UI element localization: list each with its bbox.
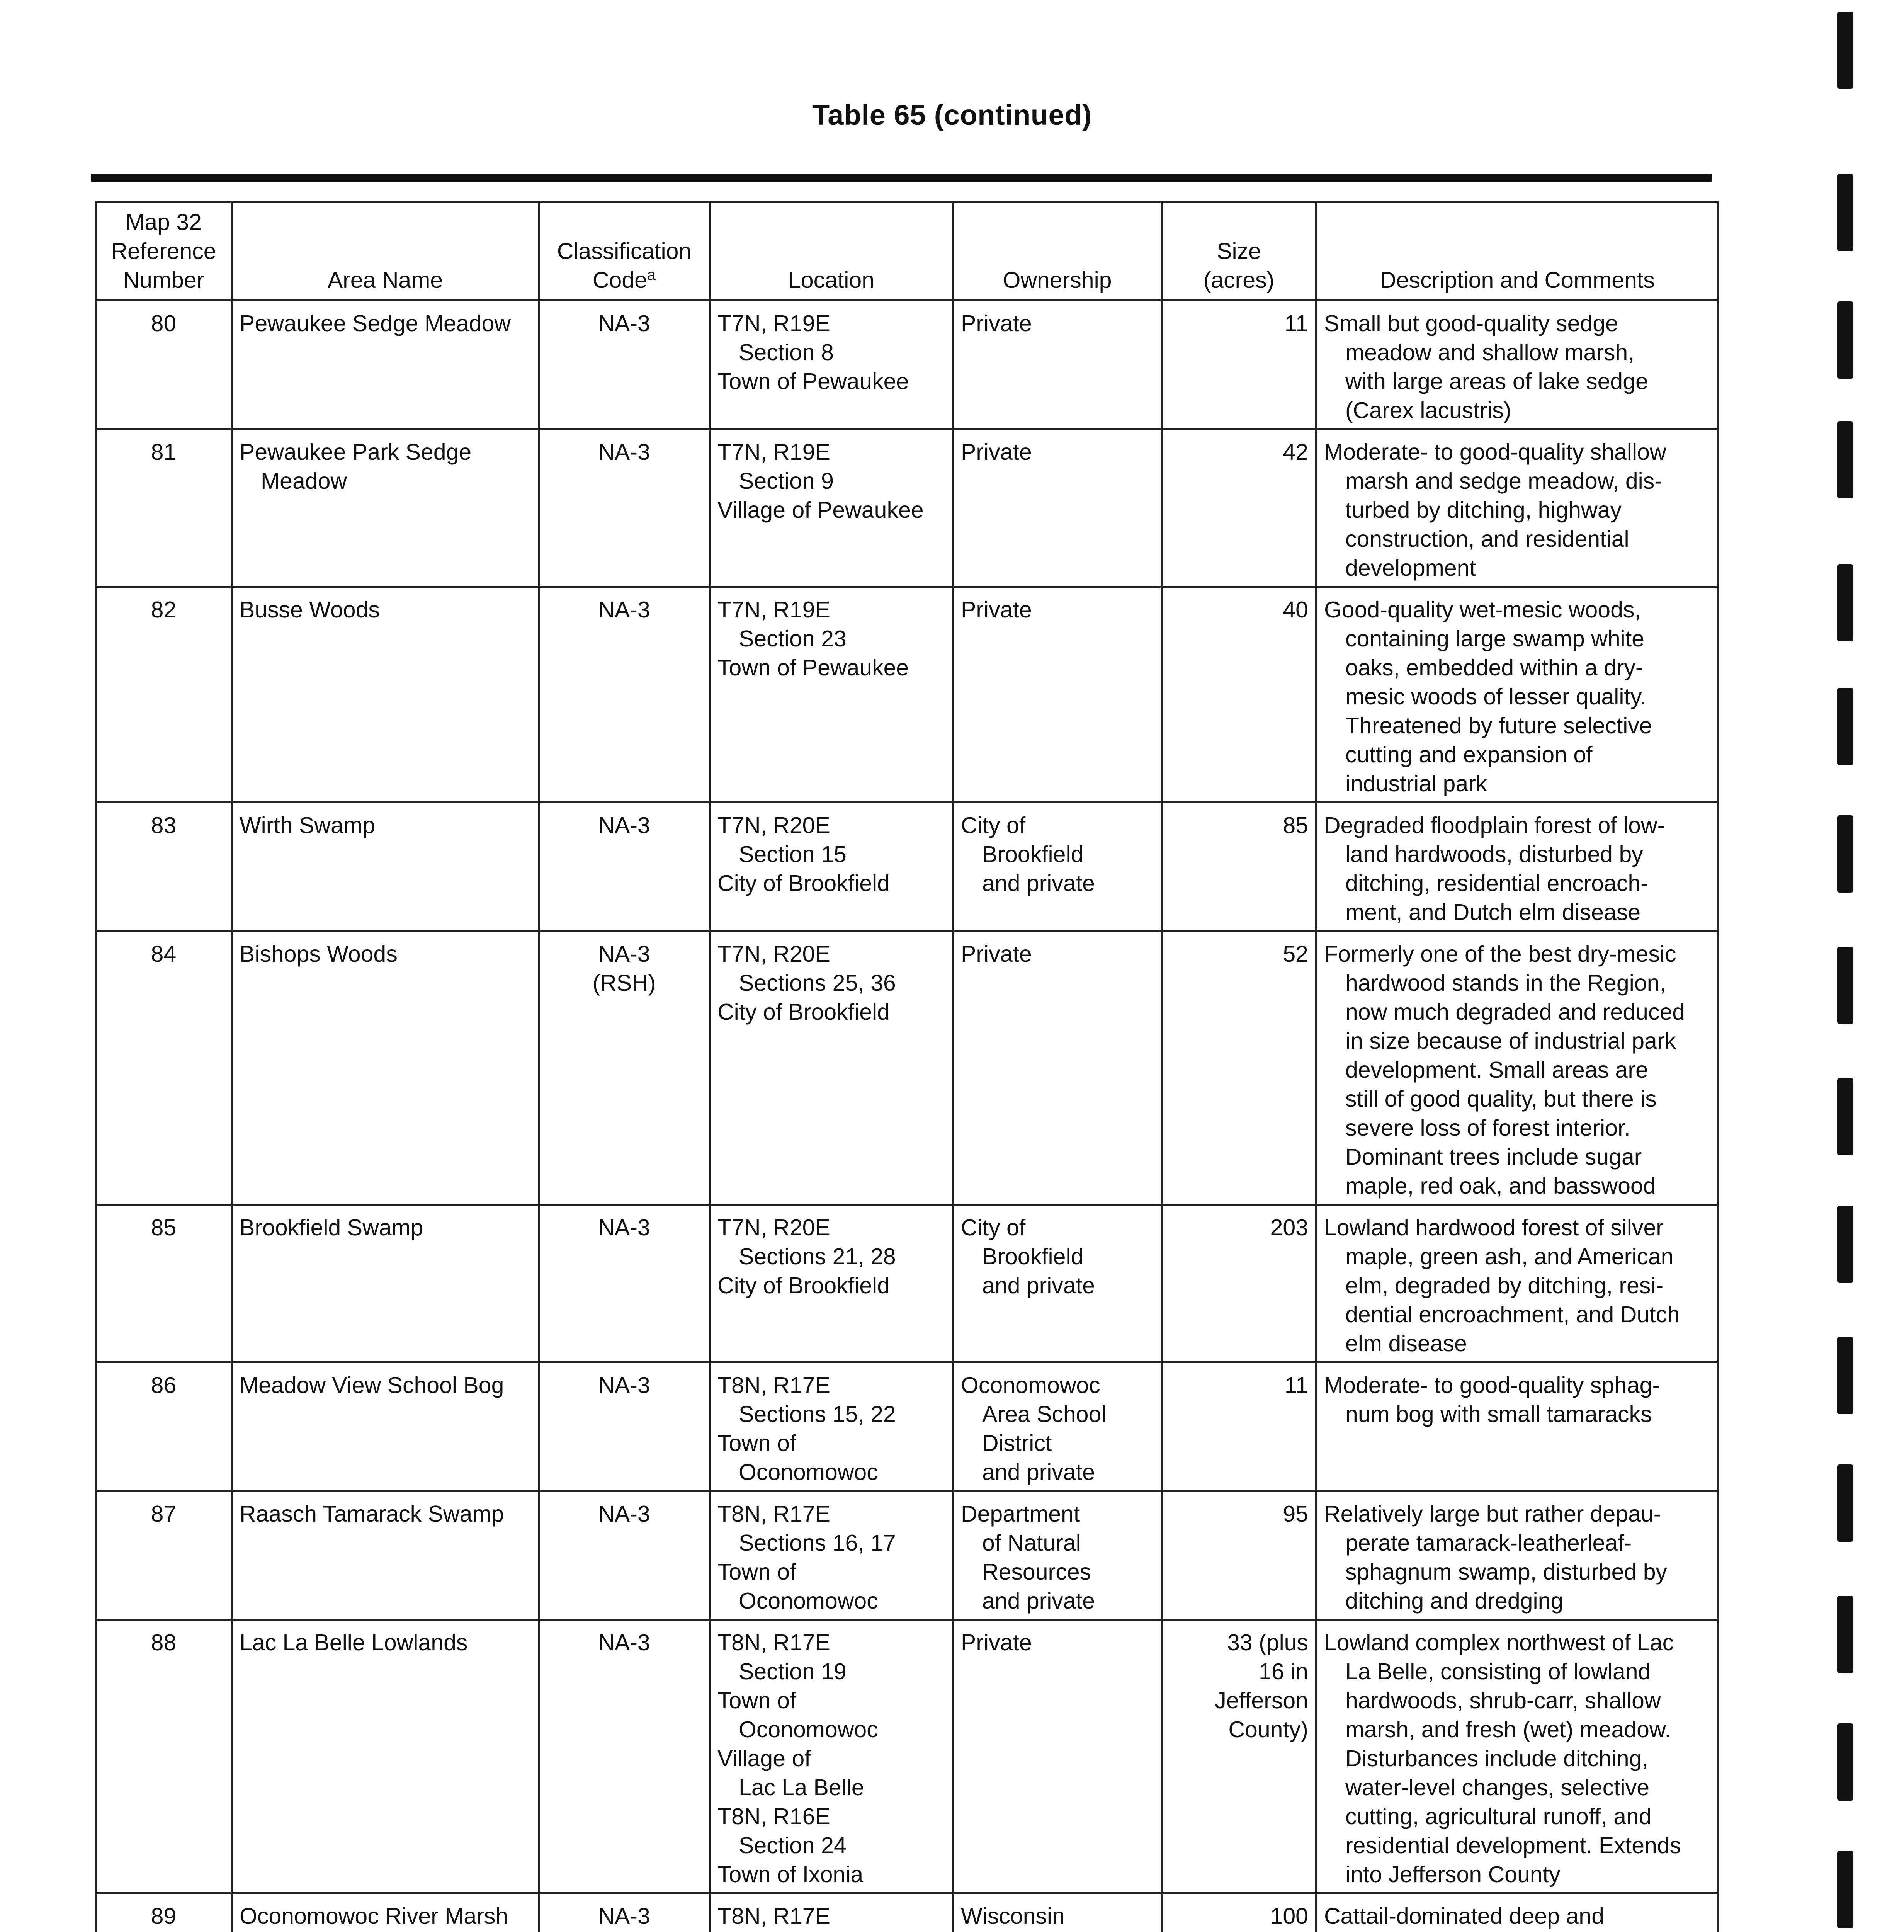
cell-area-name: Brookfield Swamp <box>232 1205 539 1362</box>
header-ref-number: Map 32 Reference Number <box>96 202 232 301</box>
binding-mark <box>1837 12 1853 89</box>
table-row <box>96 1362 1719 1491</box>
cell-ref-number: 87 <box>96 1491 232 1620</box>
cell-ownership: Private <box>953 931 1162 1205</box>
binding-mark <box>1837 1723 1853 1801</box>
cell-size: 11 <box>1162 301 1316 429</box>
cell-classification-code: NA-3 <box>539 1491 710 1620</box>
cell-description: Relatively large but rather depau- perate tamarack-leatherleaf- sphagnum swamp, disturbed by ditching and dredging <box>1316 1491 1719 1620</box>
binding-mark <box>1837 947 1853 1024</box>
cell-area-name: Pewaukee Park Sedge Meadow <box>232 429 539 587</box>
table-row <box>96 301 1719 429</box>
cell-description: Lowland hardwood forest of silver maple, green ash, and American elm, degraded by ditching, resi- dential encroachment, and Dutch elm disease <box>1316 1205 1719 1362</box>
table-row <box>96 1893 1719 1932</box>
table-row <box>96 1205 1719 1362</box>
cell-size: 52 <box>1162 931 1316 1205</box>
cell-area-name: Pewaukee Sedge Meadow <box>232 301 539 429</box>
cell-description: Moderate- to good-quality sphag- num bog with small tamaracks <box>1316 1362 1719 1491</box>
cell-description: Small but good-quality sedge meadow and shallow marsh, with large areas of lake sedge (Carex lacustris) <box>1316 301 1719 429</box>
table-row <box>96 1620 1719 1893</box>
binding-mark <box>1837 1596 1853 1673</box>
binding-mark <box>1837 1851 1853 1928</box>
cell-ref-number: 89 <box>96 1893 232 1932</box>
cell-ref-number: 80 <box>96 301 232 429</box>
binding-mark <box>1837 1337 1853 1414</box>
cell-size: 100 <box>1162 1893 1316 1932</box>
cell-location: T7N, R19E Section 8 Town of Pewaukee <box>710 301 953 429</box>
cell-area-name: Lac La Belle Lowlands <box>232 1620 539 1893</box>
table-row <box>96 429 1719 587</box>
cell-ref-number: 83 <box>96 803 232 931</box>
table-row <box>96 1491 1719 1620</box>
header-rule <box>91 174 1712 182</box>
header-description: Description and Comments <box>1316 202 1719 301</box>
cell-size: 11 <box>1162 1362 1316 1491</box>
cell-ownership: Private <box>953 587 1162 803</box>
table-row <box>96 931 1719 1205</box>
cell-ownership: City of Brookfield and private <box>953 1205 1162 1362</box>
header-classification-code: Classification Code$^a$ <box>539 202 710 301</box>
cell-ownership: City of Brookfield and private <box>953 803 1162 931</box>
cell-ownership: Oconomowoc Area School District and private <box>953 1362 1162 1491</box>
cell-area-name: Bishops Woods <box>232 931 539 1205</box>
cell-location: T8N, R17E Sections 15, 22 Town of Oconomowoc <box>710 1362 953 1491</box>
cell-ref-number: 82 <box>96 587 232 803</box>
cell-location: T7N, R20E Sections 25, 36 City of Brookfield <box>710 931 953 1205</box>
cell-classification-code: NA-3 <box>539 301 710 429</box>
cell-location: T8N, R17E <box>710 1893 953 1932</box>
cell-ref-number: 81 <box>96 429 232 587</box>
binding-mark <box>1837 815 1853 893</box>
binding-mark <box>1837 1078 1853 1155</box>
cell-location: T7N, R19E Section 23 Town of Pewaukee <box>710 587 953 803</box>
header-location: Location <box>710 202 953 301</box>
cell-ref-number: 85 <box>96 1205 232 1362</box>
natural-areas-table <box>95 201 1719 1932</box>
cell-ref-number: 86 <box>96 1362 232 1491</box>
cell-ownership: Private <box>953 1620 1162 1893</box>
table-header-row <box>96 202 1719 301</box>
cell-classification-code: NA-3 (RSH) <box>539 931 710 1205</box>
cell-area-name: Oconomowoc River Marsh <box>232 1893 539 1932</box>
binding-mark <box>1837 688 1853 765</box>
cell-classification-code: NA-3 <box>539 803 710 931</box>
cell-description: Moderate- to good-quality shallow marsh and sedge meadow, dis- turbed by ditching, highway construction, and residential development <box>1316 429 1719 587</box>
cell-description: Cattail-dominated deep and <box>1316 1893 1719 1932</box>
binding-mark <box>1837 1206 1853 1283</box>
cell-location: T8N, R17E Sections 16, 17 Town of Oconomowoc <box>710 1491 953 1620</box>
cell-ownership: Private <box>953 429 1162 587</box>
binding-mark <box>1837 301 1853 379</box>
cell-location: T7N, R20E Sections 21, 28 City of Brookfield <box>710 1205 953 1362</box>
cell-ownership: Private <box>953 301 1162 429</box>
cell-classification-code: NA-3 <box>539 1893 710 1932</box>
header-area-name: Area Name <box>232 202 539 301</box>
header-ownership: Ownership <box>953 202 1162 301</box>
binding-mark <box>1837 564 1853 641</box>
cell-description: Good-quality wet-mesic woods, containing large swamp white oaks, embedded within a dry- mesic woods of lesser quality. Threatened by future selective cutting and expansion of industrial park <box>1316 587 1719 803</box>
cell-location: T8N, R17E Section 19 Town of Oconomowoc Village of Lac La Belle T8N, R16E Section 24 Town of Ixonia <box>710 1620 953 1893</box>
cell-location: T7N, R19E Section 9 Village of Pewaukee <box>710 429 953 587</box>
cell-area-name: Raasch Tamarack Swamp <box>232 1491 539 1620</box>
cell-description: Degraded floodplain forest of low- land hardwoods, disturbed by ditching, residential encroach- ment, and Dutch elm disease <box>1316 803 1719 931</box>
footnote-marker: a <box>647 266 656 284</box>
table-row <box>96 803 1719 931</box>
binding-mark <box>1837 421 1853 498</box>
cell-size: 42 <box>1162 429 1316 587</box>
cell-area-name: Meadow View School Bog <box>232 1362 539 1491</box>
cell-size: 85 <box>1162 803 1316 931</box>
cell-size: 203 <box>1162 1205 1316 1362</box>
table-title: Table 65 (continued) <box>812 99 1092 131</box>
cell-ownership: Wisconsin <box>953 1893 1162 1932</box>
cell-classification-code: NA-3 <box>539 1362 710 1491</box>
cell-size: 33 (plus 16 in Jefferson County) <box>1162 1620 1316 1893</box>
cell-size: 95 <box>1162 1491 1316 1620</box>
binding-mark <box>1837 1464 1853 1542</box>
table-row <box>96 587 1719 803</box>
header-size: Size (acres) <box>1162 202 1316 301</box>
cell-size: 40 <box>1162 587 1316 803</box>
cell-ref-number: 88 <box>96 1620 232 1893</box>
cell-classification-code: NA-3 <box>539 1205 710 1362</box>
cell-description: Lowland complex northwest of Lac La Belle, consisting of lowland hardwoods, shrub-carr, shallow marsh, and fresh (wet) meadow. Disturbances include ditching, water-level changes, selective cutting, agricultural runoff, and residential development. Extends into Jefferson County <box>1316 1620 1719 1893</box>
cell-area-name: Busse Woods <box>232 587 539 803</box>
cell-classification-code: NA-3 <box>539 1620 710 1893</box>
cell-classification-code: NA-3 <box>539 429 710 587</box>
cell-ownership: Department of Natural Resources and private <box>953 1491 1162 1620</box>
cell-ref-number: 84 <box>96 931 232 1205</box>
cell-classification-code: NA-3 <box>539 587 710 803</box>
cell-area-name: Wirth Swamp <box>232 803 539 931</box>
cell-description: Formerly one of the best dry-mesic hardwood stands in the Region, now much degraded and reduced in size because of industrial park development. Small areas are still of good quality, but there is severe loss of forest interior. Dominant trees include sugar maple, red oak, and basswood <box>1316 931 1719 1205</box>
cell-location: T7N, R20E Section 15 City of Brookfield <box>710 803 953 931</box>
binding-mark <box>1837 174 1853 251</box>
